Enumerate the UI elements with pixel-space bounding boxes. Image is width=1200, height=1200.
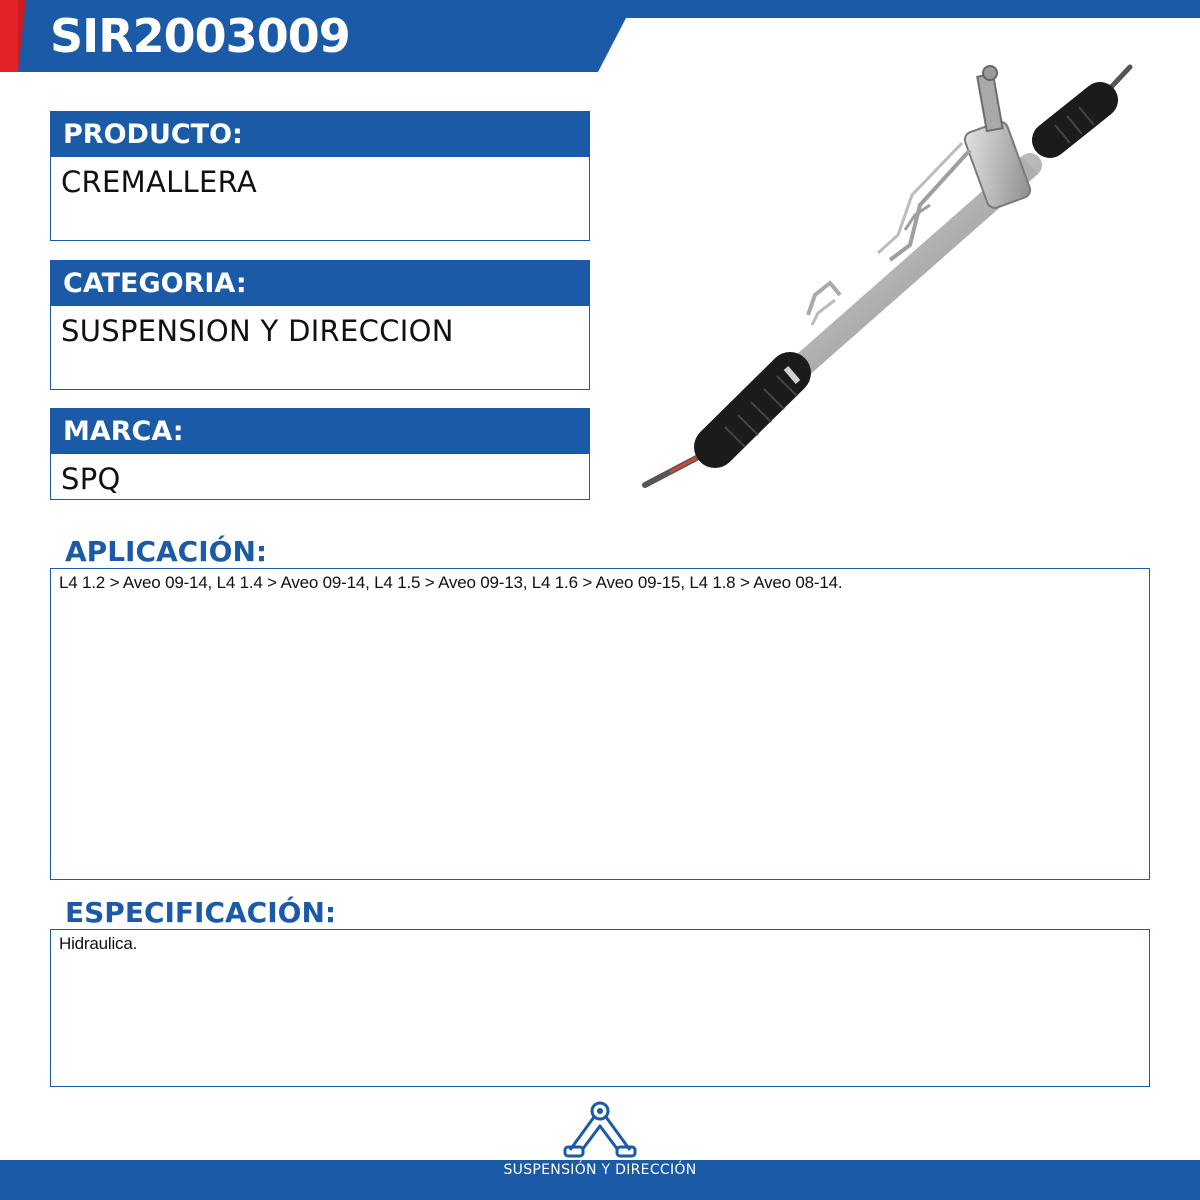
aplicacion-box: [50, 568, 1150, 880]
categoria-label: CATEGORIA:: [50, 260, 590, 306]
part-number: SIR2003009: [50, 9, 350, 63]
especificacion-text: Hidraulica.: [59, 934, 138, 953]
steering-rack-image: [630, 55, 1150, 515]
producto-block: [50, 111, 590, 241]
marca-value: SPQ: [50, 454, 590, 500]
footer-label: SUSPENSIÓN Y DIRECCIÓN: [503, 1162, 697, 1178]
marca-label: MARCA:: [50, 408, 590, 454]
producto-value: CREMALLERA: [50, 157, 590, 241]
marca-block: [50, 408, 590, 500]
control-arm-icon: [562, 1100, 638, 1162]
right-boot-icon: [1050, 100, 1100, 143]
left-boot-icon: [715, 373, 797, 447]
aplicacion-text: L4 1.2 > Aveo 09-14, L4 1.4 > Aveo 09-14, L4 1.5 > Aveo 09-13, L4 1.6 > Aveo 09-15, L4 1.8 > Aveo 08-14.: [59, 573, 843, 592]
categoria-block: [50, 260, 590, 390]
especificacion-box: [50, 929, 1150, 1087]
producto-label: PRODUCTO:: [50, 111, 590, 157]
aplicacion-title: APLICACIÓN:: [65, 535, 268, 568]
categoria-value: SUSPENSION Y DIRECCION: [50, 306, 590, 390]
especificacion-title: ESPECIFICACIÓN:: [65, 896, 337, 929]
